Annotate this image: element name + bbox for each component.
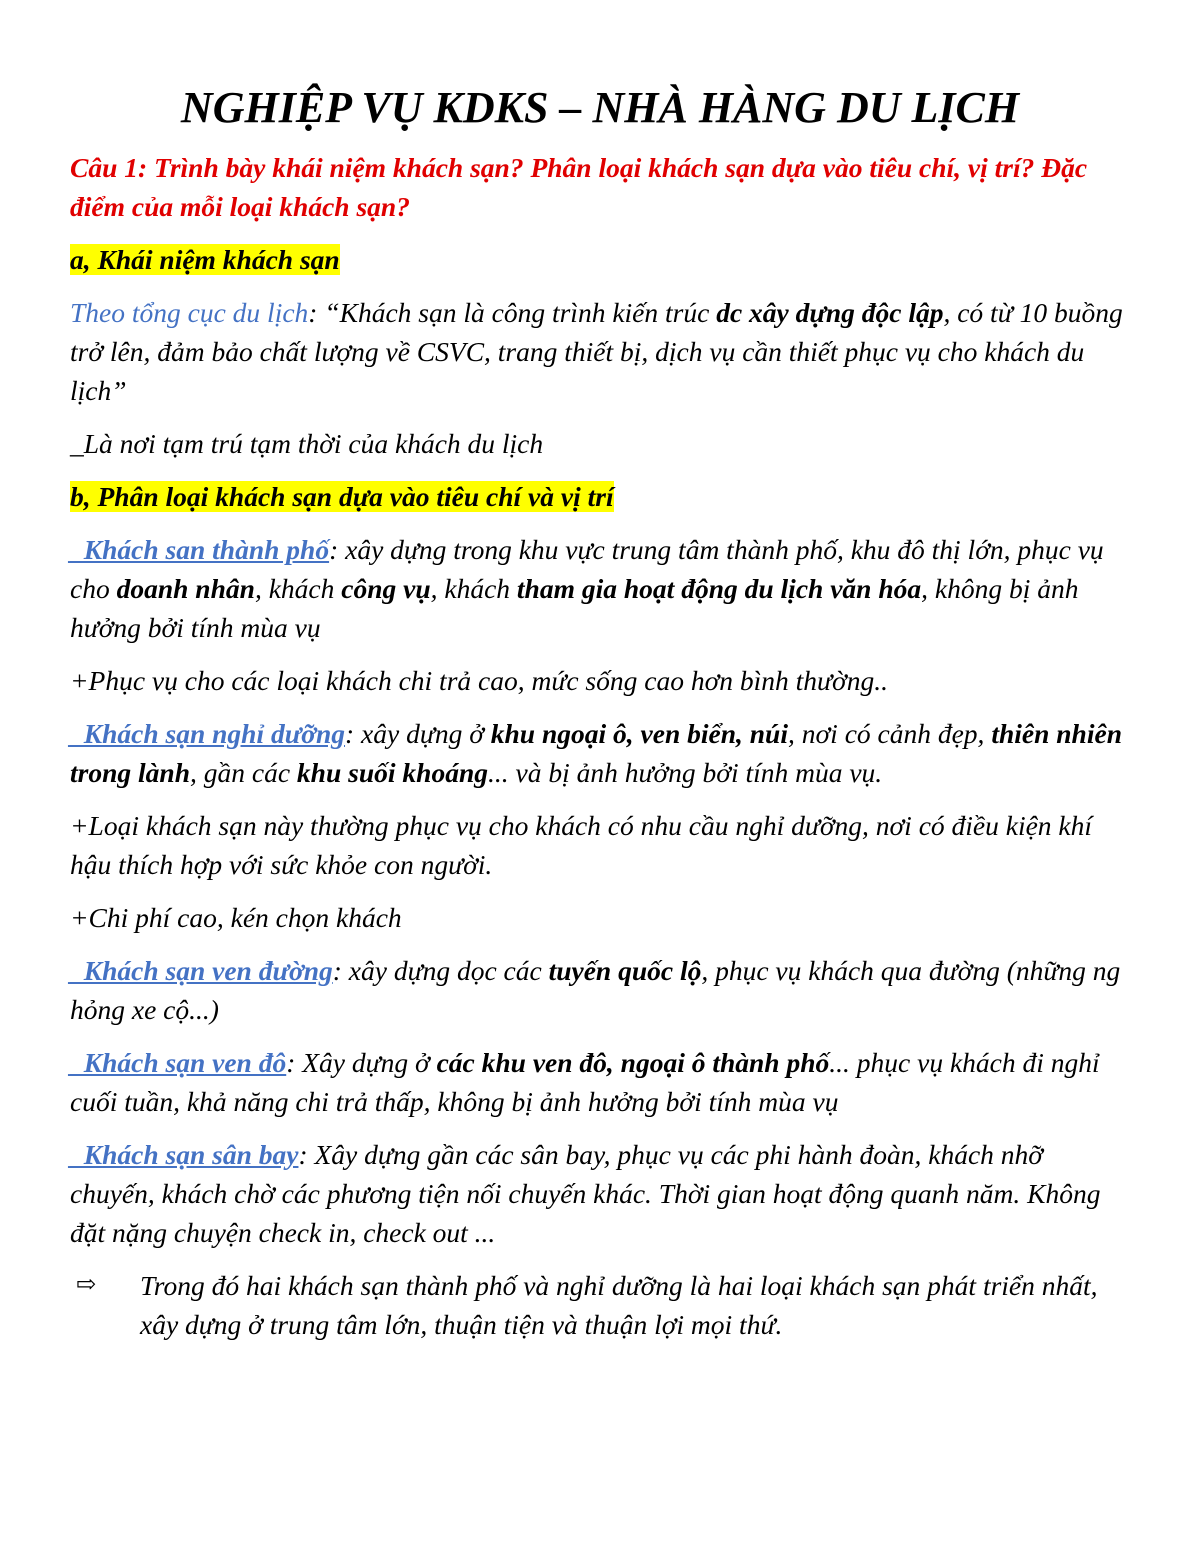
resort-hotel [70,714,1130,792]
city-hotel-name: _Khách san thành phố [70,534,330,565]
airport-hotel [70,1135,1130,1252]
resort-hotel-extra-1: +Loại khách sạn này thường phục vụ cho khách có nhu cầu nghỉ dưỡng, nơi có điều kiện khí hậu thích hợp với sức khỏe con người. [70,810,1093,880]
resort-hotel-bold-2: thiên nhiên trong lành [70,718,1122,788]
conclusion [70,1266,1130,1344]
city-hotel-bold-3: tham gia hoạt động du lịch văn hóa [516,573,922,604]
resort-hotel-text-3: , gần các [190,757,297,788]
city-hotel-bold-2: công vụ [341,573,431,604]
city-hotel [70,530,1130,647]
roadside-hotel-name: _Khách sạn ven đường [70,955,333,986]
resort-hotel-text-4: ... và bị ảnh hưởng bởi tính mùa vụ. [488,757,883,788]
section-b-heading-text: b, Phân loại khách sạn dựa vào tiêu chí và vị trí [70,481,614,512]
hotel-definition [70,293,1130,410]
city-hotel-extra: +Phục vụ cho các loại khách chi trả cao, mức sống cao hơn bình thường.. [70,665,888,696]
suburb-hotel-bold-1: các khu ven đô, ngoại ô thành phố [436,1047,830,1078]
resort-hotel-extra-2: +Chi phí cao, kén chọn khách [70,902,402,933]
document-page [70,62,1130,1358]
definition-text-2: , có từ 10 buồng trở lên, đảm bảo chất lượng về CSVC, trang thiết bị, dịch vụ cần thiết phục vụ cho khách du lịch” [70,297,1123,406]
section-a-heading-text: a, Khái niệm khách sạn [70,244,340,275]
airport-hotel-name: _Khách sạn sân bay [70,1139,299,1170]
section-b-heading [70,477,1130,516]
resort-hotel-text-1: : xây dựng ở [345,718,491,749]
document-title: NGHIỆP VỤ KDKS – NHÀ HÀNG DU LỊCH [180,83,1020,132]
definition-source: Theo tổng cục du lịch [70,297,309,328]
roadside-hotel-text-2: , phục vụ khách qua đường (những ng hỏng xe cộ...) [70,955,1121,1025]
city-hotel-text-2: , khách [254,573,342,604]
suburb-hotel-text-1: : Xây dựng ở [286,1047,437,1078]
definition-bold: dc xây dựng độc lập [716,297,944,328]
suburb-hotel-name: _Khách sạn ven đô [70,1047,287,1078]
city-hotel-text-4: , không bị ảnh hưởng bởi tính mùa vụ [70,573,1079,643]
resort-hotel-bold-3: khu suối khoáng [296,757,488,788]
roadside-hotel-bold-1: tuyến quốc lộ [548,955,702,986]
section-a-heading [70,240,1130,279]
suburb-hotel [70,1043,1130,1121]
definition-note: _Là nơi tạm trú tạm thời của khách du lịch [70,428,544,459]
resort-hotel-bold-1: khu ngoại ô, ven biển, núi [490,718,788,749]
resort-hotel-name: _Khách sạn nghỉ dưỡng [70,718,346,749]
definition-text-1: : “Khách sạn là công trình kiến trúc [308,297,717,328]
right-arrow-icon: ⇨ [76,1272,97,1298]
city-hotel-text-1: : xây dựng trong khu vực trung tâm thành phố, khu đô thị lớn, phục vụ cho [70,534,1104,604]
roadside-hotel-text-1: : xây dựng dọc các [332,955,549,986]
airport-hotel-text-1: : Xây dựng gần các sân bay, phục vụ các phi hành đoàn, khách nhỡ chuyến, khách chờ các phương tiện nối chuyến khác. Thời gian hoạt động quanh năm. Không đặt nặng chuyện check in, check out ... [70,1139,1101,1248]
city-hotel-text-3: , khách [430,573,517,604]
resort-hotel-text-2: , nơi có cảnh đẹp, [788,718,992,749]
suburb-hotel-text-2: ... phục vụ khách đi nghỉ cuối tuần, khả năng chi trả thấp, không bị ảnh hưởng bởi tính mùa vụ [70,1047,1100,1117]
conclusion-text: Trong đó hai khách sạn thành phố và nghỉ dưỡng là hai loại khách sạn phát triển nhất, xây dựng ở trung tâm lớn, thuận tiện và thuận lợi mọi thứ. [140,1270,1098,1340]
roadside-hotel [70,951,1130,1029]
question-1: Câu 1: Trình bày khái niệm khách sạn? Phân loại khách sạn dựa vào tiêu chí, vị trí? Đặc điểm của mỗi loại khách sạn? [70,152,1088,222]
city-hotel-bold-1: doanh nhân [116,573,255,604]
